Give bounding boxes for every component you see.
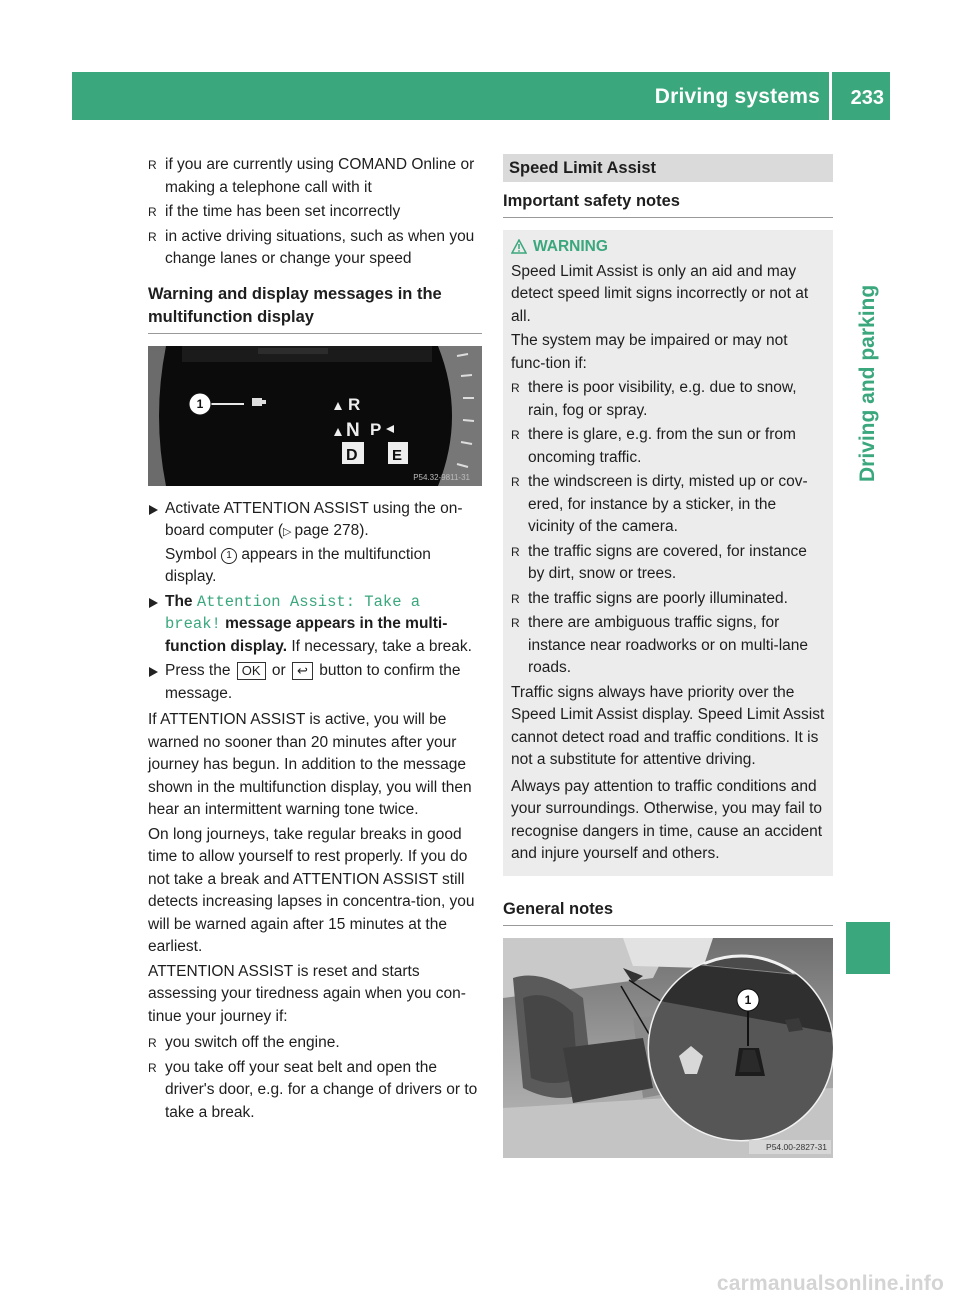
list-item: R you switch off the engine.	[148, 1032, 482, 1055]
paragraph: On long journeys, take regular breaks in good time to allow yourself to rest properly. If you do not take a break and ATTENTION ASSIST still detects increasing lapses in concentra-tion, you will be warned again after 15 minutes at the earliest.	[148, 825, 475, 955]
subheading-general-notes: General notes	[503, 898, 833, 926]
right-column	[503, 154, 833, 1158]
header-separator	[829, 72, 832, 120]
instruction-step-1: Activate ATTENTION ASSIST using the on-board computer (▷ page 278). Symbol 1 appears in the multifunction display.	[148, 498, 482, 589]
warning-paragraph: Always pay attention to traffic conditions and your surroundings. Otherwise, you may fail to recognise dangers in time, cause an accident and injure yourself and others.	[511, 777, 823, 862]
page-header-bar	[72, 72, 890, 120]
warning-paragraph: Speed Limit Assist is only an aid and may detect speed limit signs incorrectly or not at all.	[511, 262, 809, 325]
left-column	[148, 154, 482, 1124]
instruction-step-3: Press the OK or ↩ button to confirm the message.	[148, 660, 482, 705]
chapter-side-tab	[846, 220, 890, 920]
list-item: R there is glare, e.g. from the sun or from oncoming traffic.	[511, 424, 825, 469]
page-header-title: Driving systems	[654, 85, 820, 108]
page-number: 233	[850, 87, 884, 109]
warning-paragraph: The system may be impaired or may not func-tion if:	[511, 332, 788, 372]
figure-callout-1: 1	[744, 992, 752, 1007]
page-ref-arrow-icon: ▷	[283, 526, 295, 538]
page-reference: page 278).	[294, 522, 369, 539]
instrument-cluster-image	[148, 346, 482, 486]
list-item: R the traffic signs are covered, for instance by dirt, snow or trees.	[511, 541, 825, 586]
warning-title: WARNING	[511, 236, 825, 259]
paragraph: If ATTENTION ASSIST is active, you will be warned no sooner than 20 minutes after your journey has begun. In addition to the message shown in the multifunction display, you will then hear an intermittent warning tone twice.	[148, 711, 472, 818]
list-item: R the windscreen is dirty, misted up or cov-ered, for instance by a sticker, in the vicinity of the camera.	[511, 471, 825, 539]
warning-box	[503, 230, 833, 876]
figure-code: P54.00-2827-31	[766, 1141, 827, 1152]
figure-code: P54.32-9811-31	[413, 472, 470, 482]
warning-triangle-icon	[511, 239, 527, 254]
section-heading-warning-messages: Warning and display messages in the multifunction display	[148, 283, 482, 334]
warning-paragraph: Traffic signs always have priority over the Speed Limit Assist display. Speed Limit Assist cannot detect road and traffic conditions. It is not a substitute for attentive driving.	[511, 683, 825, 768]
symbol-callout-1: 1	[221, 548, 237, 564]
gear-e: E	[392, 446, 403, 464]
instrument-cluster-illustration	[148, 346, 482, 486]
list-item: R you take off your seat belt and open the driver's door, e.g. for a change of drivers or to take a break.	[148, 1057, 482, 1125]
subheading-safety-notes: Important safety notes	[503, 190, 833, 218]
gear-r: R	[348, 394, 361, 414]
paragraph: ATTENTION ASSIST is reset and starts assessing your tiredness again when you con-tinue your journey if:	[148, 962, 466, 1025]
gear-p: P	[370, 419, 382, 439]
car-interior-image	[503, 938, 833, 1158]
ok-button-symbol: OK	[237, 662, 266, 680]
list-item: R the traffic signs are poorly illuminated.	[511, 588, 825, 611]
back-button-icon: ↩	[292, 662, 313, 680]
chapter-marker-block	[846, 922, 890, 974]
section-title-speed-limit-assist: Speed Limit Assist	[503, 154, 833, 182]
gear-d: D	[346, 446, 358, 464]
list-item: R if you are currently using COMAND Online or making a telephone call with it	[148, 154, 482, 199]
gear-n: N	[346, 419, 360, 441]
watermark: carmanualsonline.info	[716, 1272, 944, 1295]
display-message: Attention Assist: Take a break!	[165, 592, 421, 633]
list-item: R if the time has been set incorrectly	[148, 201, 482, 224]
list-item: R in active driving situations, such as when you change lanes or change your speed	[148, 226, 482, 271]
car-interior-illustration	[503, 938, 833, 1158]
list-item: R there are ambiguous traffic signs, for instance near roadworks or on multi-lane roads.	[511, 612, 825, 680]
instruction-step-2: The Attention Assist: Take a break! message appears in the multi-function display. If necessary, take a break.	[148, 591, 482, 659]
list-item: R there is poor visibility, e.g. due to snow, rain, fog or spray.	[511, 377, 825, 422]
figure-callout-1: 1	[196, 396, 204, 411]
chapter-side-label: Driving and parking	[856, 284, 879, 482]
